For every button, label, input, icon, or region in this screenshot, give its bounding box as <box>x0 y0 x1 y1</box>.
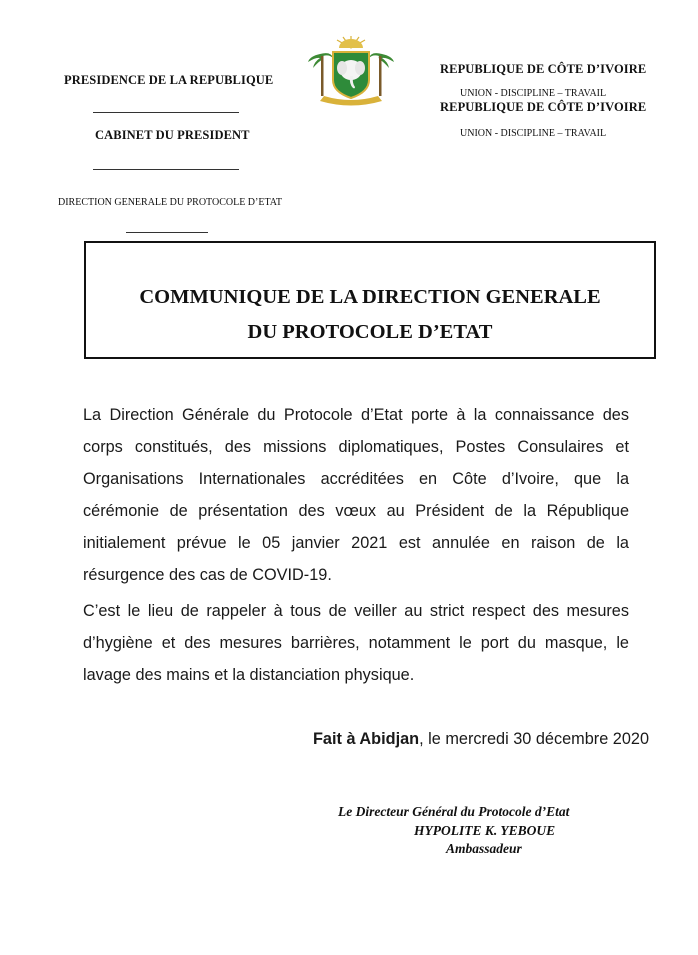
devise-label: UNION - DISCIPLINE – TRAVAIL <box>460 128 607 139</box>
divider <box>93 112 239 113</box>
signatory-rank: Ambassadeur <box>446 841 522 856</box>
devise-label: UNION - DISCIPLINE – TRAVAIL <box>460 88 607 99</box>
signatory-name: HYPOLITE K. YEBOUE <box>414 823 556 838</box>
coat-of-arms-icon <box>308 34 394 106</box>
republique-label: REPUBLIQUE DE CÔTE D’IVOIRE <box>440 100 647 114</box>
date-label: , le mercredi 30 décembre 2020 <box>419 730 649 748</box>
title-line-2: DU PROTOCOLE D’ETAT <box>247 320 493 343</box>
republique-label: REPUBLIQUE DE CÔTE D’IVOIRE <box>440 62 647 76</box>
signatory-title: Le Directeur Général du Protocole d’Etat <box>338 804 570 819</box>
divider <box>126 232 208 233</box>
communique-title-box <box>84 241 656 359</box>
title-line-1: COMMUNIQUE DE LA DIRECTION GENERALE <box>139 286 601 308</box>
body-paragraph-2: C’est le lieu de rappeler à tous de veiller au strict respect des mesures d’hygiène et des mesures barrières, notamment le port du masque, le lavage des mains et la distanciation physique. <box>83 602 629 684</box>
divider <box>93 169 239 170</box>
direction-label: DIRECTION GENERALE DU PROTOCOLE D’ETAT <box>58 197 282 208</box>
presidence-label: PRESIDENCE DE LA REPUBLIQUE <box>64 73 274 87</box>
place-date-line <box>313 730 649 749</box>
place-label: Fait à Abidjan <box>312 730 420 748</box>
cabinet-label: CABINET DU PRESIDENT <box>95 128 250 142</box>
body-paragraph-1: La Direction Générale du Protocole d’Etat porte à la connaissance des corps constitués, des missions diplomatiques, Postes Consulaires et Organisations Internationales accréditées en Côte d’Ivoire, que la cérémonie de présentation des vœux au Président de la République initialement prévue le 05 janvier 2021 est annulée en raison de la résurgence des cas de COVID-19. <box>83 406 629 584</box>
